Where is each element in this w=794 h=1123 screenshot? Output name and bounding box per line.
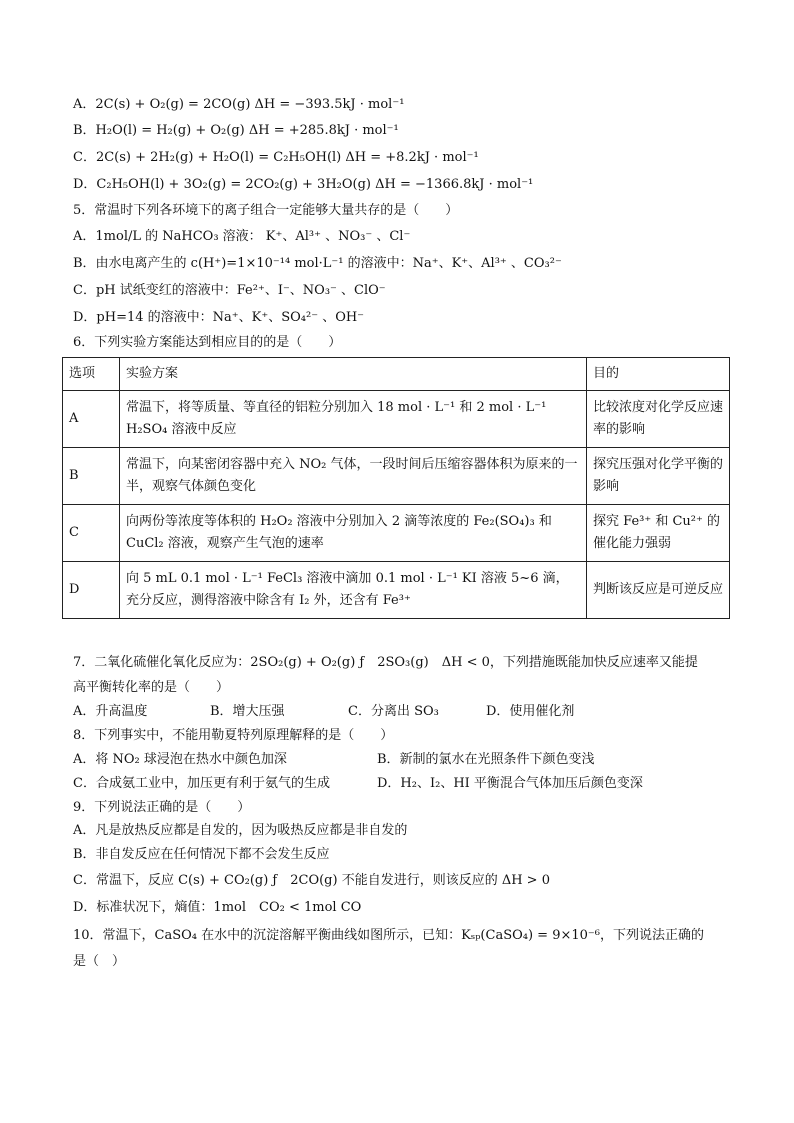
q5-option-b: B．由水电离产生的 c(H⁺)=1×10⁻¹⁴ mol·L⁻¹ 的溶液中：Na⁺、K⁺、Al³⁺ 、CO₃²⁻ [73,256,562,271]
row-option: C [63,505,120,562]
row-option: D [63,562,120,619]
q8-stem: 8．下列事实中，不能用勒夏特列原理解释的是（ ） [73,728,394,743]
q7-stem-line2: 高平衡转化率的是（ ） [73,680,230,695]
header-option: 选项 [63,358,120,391]
table-row [63,562,730,619]
q5-option-d: D．pH=14 的溶液中：Na⁺、K⁺、SO₄²⁻ 、OH⁻ [73,310,365,325]
q7-option-b: B．增大压强 [210,704,285,719]
q9-option-c: C．常温下，反应 C(s) + CO₂(g) ƒ 2CO(g) 不能自发进行，则该反应的 ΔH > 0 [73,873,550,888]
q8-option-a: A．将 NO₂ 球浸泡在热水中颜色加深 [73,752,287,767]
q7-option-a: A．升高温度 [73,704,148,719]
row-goal: 探究 Fe³⁺ 和 Cu²⁺ 的催化能力强弱 [587,505,730,562]
q7-stem-line1: 7．二氧化硫催化氧化反应为：2SO₂(g) + O₂(g) ƒ 2SO₃(g) ΔH < 0，下列措施既能加快反应速率又能提 [73,655,698,670]
row-goal: 判断该反应是可逆反应 [587,562,730,619]
q4-option-c: C．2C(s) + 2H₂(g) + H₂O(l) = C₂H₅OH(l) ΔH = +8.2kJ · mol⁻¹ [73,150,479,165]
q9-option-a: A．凡是放热反应都是自发的，因为吸热反应都是非自发的 [73,823,408,838]
row-plan: 常温下，向某密闭容器中充入 NO₂ 气体，一段时间后压缩容器体积为原来的一半，观察气体颜色变化 [120,448,587,505]
q4-option-d: D．C₂H₅OH(l) + 3O₂(g) = 2CO₂(g) + 3H₂O(g) ΔH = −1366.8kJ · mol⁻¹ [73,177,534,192]
row-plan: 向 5 mL 0.1 mol · L⁻¹ FeCl₃ 溶液中滴加 0.1 mol · L⁻¹ KI 溶液 5~6 滴，充分反应，测得溶液中除含有 I₂ 外，还含有 Fe³⁺ [120,562,587,619]
q7-option-c: C．分离出 SO₃ [348,704,439,719]
q8-option-b: B．新制的氯水在光照条件下颜色变浅 [377,752,595,767]
row-goal: 探究压强对化学平衡的影响 [587,448,730,505]
q10-stem-line1: 10．常温下，CaSO₄ 在水中的沉淀溶解平衡曲线如图所示，已知：Kₛₚ(CaSO₄) = 9×10⁻⁶，下列说法正确的 [73,928,704,943]
q4-option-b: B．H₂O(l) = H₂(g) + O₂(g) ΔH = +285.8kJ · mol⁻¹ [73,123,399,138]
q7-option-d: D．使用催化剂 [486,704,575,719]
q9-option-b: B．非自发反应在任何情况下都不会发生反应 [73,847,330,862]
table-header-row [63,358,730,391]
q5-stem: 5．常温时下列各环境下的离子组合一定能够大量共存的是（ ） [73,203,459,218]
row-option: B [63,448,120,505]
table-row [63,448,730,505]
q5-option-c: C．pH 试纸变红的溶液中：Fe²⁺、I⁻、NO₃⁻ 、ClO⁻ [73,283,386,298]
row-goal: 比较浓度对化学反应速率的影响 [587,391,730,448]
q4-option-a: A．2C(s) + O₂(g) = 2CO(g) ΔH = −393.5kJ · mol⁻¹ [73,97,405,112]
row-plan: 常温下，将等质量、等直径的铝粒分别加入 18 mol · L⁻¹ 和 2 mol · L⁻¹ H₂SO₄ 溶液中反应 [120,391,587,448]
q8-option-c: C．合成氨工业中，加压更有利于氨气的生成 [73,776,330,791]
row-plan: 向两份等浓度等体积的 H₂O₂ 溶液中分别加入 2 滴等浓度的 Fe₂(SO₄)₃ 和 CuCl₂ 溶液，观察产生气泡的速率 [120,505,587,562]
table-row [63,391,730,448]
header-plan: 实验方案 [120,358,587,391]
q6-stem: 6．下列实验方案能达到相应目的的是（ ） [73,335,342,350]
q9-stem: 9．下列说法正确的是（ ） [73,800,251,815]
q9-option-d: D．标准状况下，熵值：1mol CO₂ < 1mol CO [73,900,362,915]
q10-stem-line2: 是（ ） [73,954,126,969]
table-row [63,505,730,562]
q6-table [62,357,730,619]
row-option: A [63,391,120,448]
q8-option-d: D．H₂、I₂、HI 平衡混合气体加压后颜色变深 [377,776,643,791]
header-goal: 目的 [587,358,730,391]
q5-option-a: A．1mol/L 的 NaHCO₃ 溶液： K⁺、Al³⁺ 、NO₃⁻ 、Cl⁻ [73,229,411,244]
